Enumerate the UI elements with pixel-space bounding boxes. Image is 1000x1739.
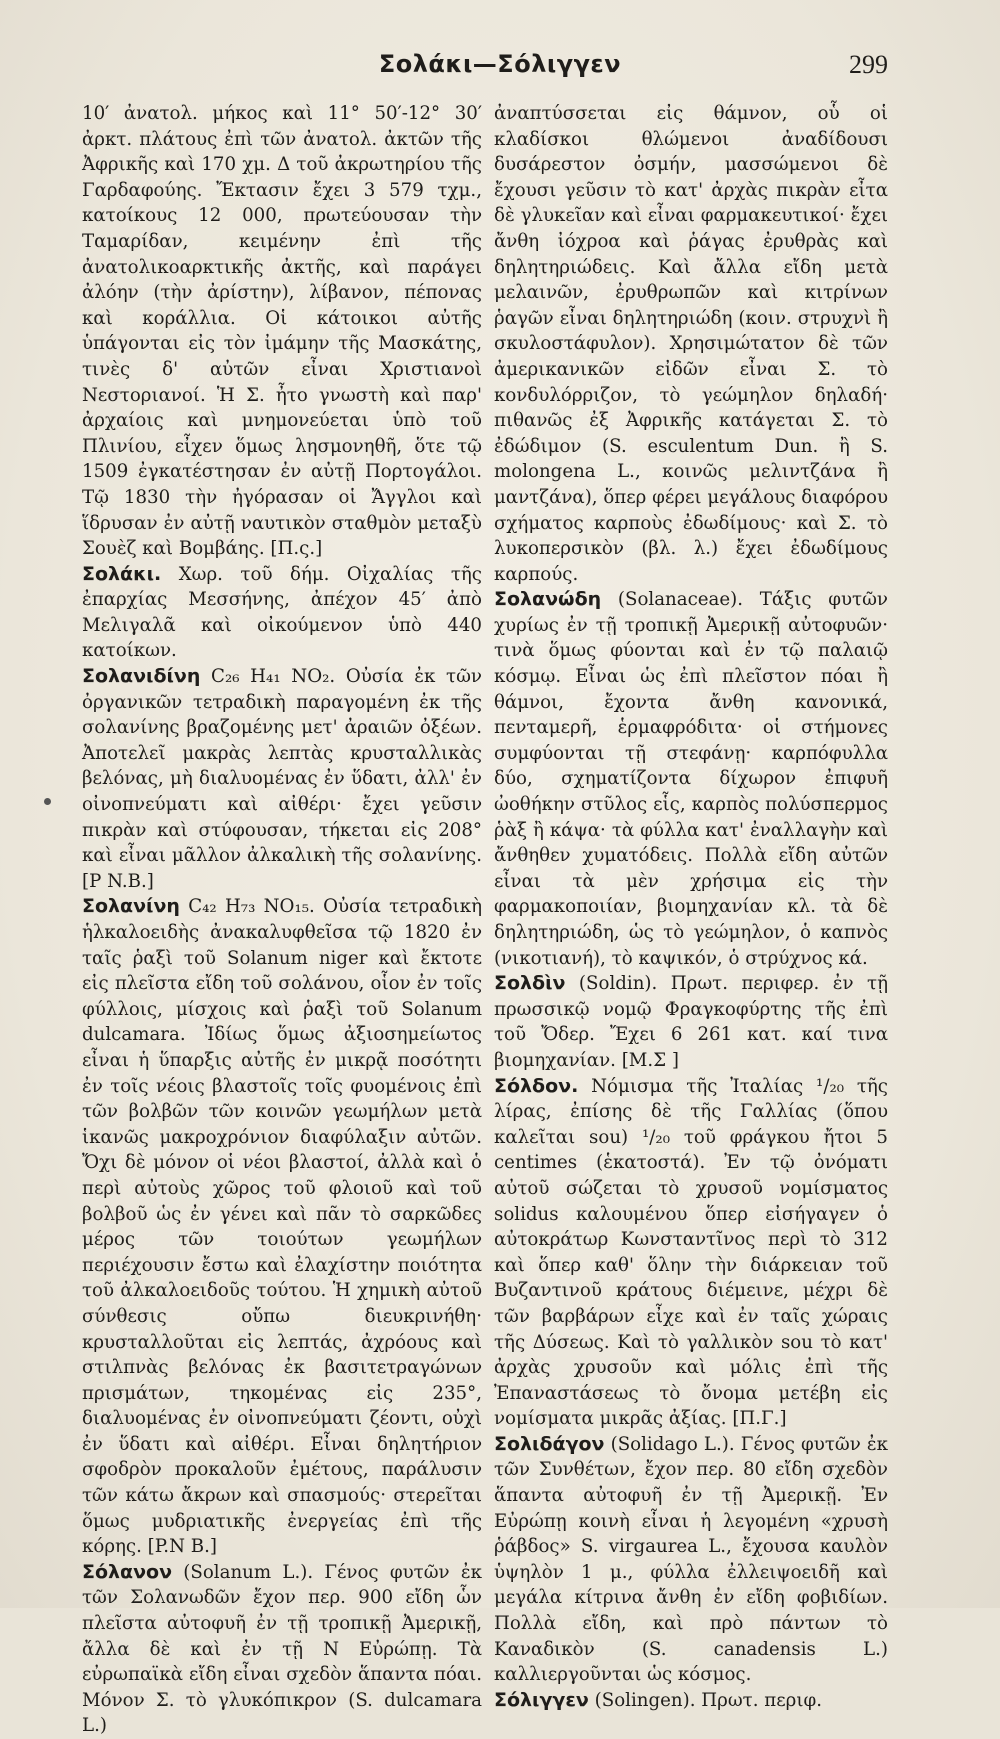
entry-headword: Σόλιγγεν xyxy=(494,1688,589,1711)
entry-text: C₂₆ H₄₁ NO₂. Οὐσία ἐκ τῶν ὀργανικῶν τετραδικὴ παραγομένη ἐκ τῆς σολανίνης βραζομένης μετ' ἀραιῶν ὀξέων. Ἀποτελεῖ μακρὰς λεπτὰς κρυσταλλικὰς βελόνας, μὴ διαλυομένας ἐν ὕδατι, ἀλλ' ἐν οἰνοπνεύματι καὶ αἰθέρι· ἔχει γεῦσιν πικρὰν καὶ στύφουσαν, τήκεται εἰς 208° καὶ εἶναι μᾶλλον ἀλκαλικὴ τῆς σολανίνης. [P N.B.] xyxy=(82,666,482,892)
entry-headword: Σολάκι. xyxy=(82,562,162,585)
entry-text: (Solanaceae). Τάξις φυτῶν χυρίως ἐν τῇ τροπικῇ Ἀμερικῇ αὐτοφυῶν· τινὰ ὅμως φύονται καὶ ἐν τῷ παλαιῷ κόσμῳ. Εἶναι ὡς ἐπὶ πλεῖστον πόαι ἢ θάμνοι, ἔχοντα ἄνθη κανονικά, πενταμερῆ, ἑρμαφρόδιτα· οἱ στήμονες συμφύονται τῇ στεφάνῃ· καρπόφυλλα δύο, σχηματίζοντα δίχωρον ἐπιφυῆ ὠοθήκην στῦλος εἷς, καρπὸς πολύσπερμος ῥὰξ ἢ κάψα· τὰ φύλλα κατ' ἐναλλαγὴν καὶ ἄνθηθεν χυματόδεις. Πολλὰ εἴδη αὐτῶν εἶναι τὰ μὲν χρήσιμα εἰς τὴν φαρμακοποιίαν, βιομηχανίαν κλ. τὰ δὲ δηλητηριώδη, ὡς τὸ γεώμηλον, ὁ καπνὸς (νικοτιανή), τὸ καψικόν, ὁ στρύχνος κά. xyxy=(494,589,888,969)
entry-text: (Solanum L.). Γένος φυτῶν ἐκ τῶν Σολανωδῶν ἔχον περ. 900 εἴδη ὧν πλεῖστα αὐτοφυῆ ἐν τῇ τροπικῇ Ἀμερικῇ, ἄλλα δὲ καὶ ἐν τῇ Ν Εὐρώπῃ. Τὰ εὐρωπαϊκὰ εἴδη εἶναι σχεδὸν ἅπαντα πόαι. Μόνον Σ. τὸ γλυκόπικρον (S. dulcamara L.) xyxy=(82,1561,482,1737)
entry-headword: Σολανώδη xyxy=(494,588,602,611)
running-header-title: Σολάκι—Σόλιγγεν xyxy=(378,50,622,78)
entry-text: (Solingen). Πρωτ. περιφ. xyxy=(588,1689,823,1711)
continuation-paragraph: 10′ ἀνατολ. μήκος καὶ 11° 50′-12° 30′ ἀρκτ. πλάτους ἐπὶ τῶν ἀνατολ. ἀκτῶν τῆς Ἀφρικῆς καὶ 170 χμ. Δ τοῦ ἀκρωτηρίου τῆς Γαρδαφούης. Ἔκτασιν ἔχει 3 579 τχμ., κατοίκους 12 000, πρωτεύουσαν τὴν Ταμαρίδαν, κειμένην ἐπὶ τῆς ἀνατολικοαρκτικῆς ἀκτῆς, καὶ παράγει ἀλόην (τὴν ἀρίστην), λίβανον, πέπονας καὶ κοράλλια. Οἱ κάτοικοι αὐτῆς ὑπάγονται εἰς τὸν ἰμάμην τῆς Μασκάτης, τινὲς δ' αὐτῶν εἶναι Χριστιανοὶ Νεστοριανοί. Ἡ Σ. ἦτο γνωστὴ καὶ παρ' ἀρχαίοις καὶ μνημονεύεται ὑπὸ τοῦ Πλινίου, εἶχεν ὅμως λησμονηθῆ, ὅτε τῷ 1509 ἐγκατέστησαν ἐν αὐτῇ Πορτογάλοι. Τῷ 1830 τὴν ἠγόρασαν οἱ Ἄγγλοι καὶ ἵδρυσαν ἐν αὐτῇ ναυτικὸν σταθμὸν μεταξὺ Σουὲζ καὶ Βομβάης. [Π.ς.] xyxy=(82,103,482,560)
entry-solanidini xyxy=(82,664,482,894)
entry-solanini xyxy=(82,894,482,1559)
entry-solanon xyxy=(82,1560,482,1739)
entry-headword: Σόλανον xyxy=(82,1560,173,1583)
continuation-paragraph: ἀναπτύσσεται εἰς θάμνον, οὗ οἱ κλαδίσκοι θλώμενοι ἀναδίδουσι δυσάρεστον ὀσμήν, μασσώμενοι δὲ ἔχουσι γεῦσιν τὸ κατ' ἀρχὰς πικρὰν εἶτα δὲ γλυκεῖαν καὶ εἶναι φαρμακευτικοί· ἔχει ἄνθη ἰόχροα καὶ ῥάγας ἐρυθρὰς καὶ δηλητηριώδεις. Καὶ ἄλλα εἴδη μετὰ μελαινῶν, ἐρυθρωπῶν καὶ κιτρίνων ῥαγῶν εἶναι δηλητηριώδη (κοιν. στρυχνὶ ἢ σκυλοστάφυλον). Χρησιμώτατον δὲ τῶν ἀμερικανικῶν εἰδῶν εἶναι Σ. τὸ κονδυλόρριζον, τὸ γεώμηλον δηλαδή· πιθανῶς ἐξ Ἀφρικῆς κατάγεται Σ. τὸ ἐδώδιμον (S. esculentum Dun. ἢ S. molongena L., κοινῶς μελιντζάνα ἢ μαντζάνα), ὅπερ φέρει μεγάλους διαφόρου σχήματος καρποὺς ἐδωδίμους· καὶ Σ. τὸ λυκοπερσικὸν (βλ. λ.) ἔχει ἐδωδίμους καρπούς. xyxy=(494,103,888,585)
right-column xyxy=(494,101,888,1713)
entry-headword: Σολδὶν xyxy=(494,972,566,995)
entry-solingen xyxy=(494,1688,888,1714)
left-column xyxy=(82,101,482,1739)
entry-headword: Σολιδάγον xyxy=(494,1432,605,1455)
entry-soldin xyxy=(494,971,888,1073)
entry-text: C₄₂ H₇₃ NO₁₅. Οὐσία τετραδικὴ ἡλκαλοειδὴς ἀνακαλυφθεῖσα τῷ 1820 ἐν ταῖς ῥαξὶ τοῦ Solanum niger καὶ ἔκτοτε εἰς πλεῖστα εἴδη τοῦ σολάνου, οἷον ἐν τοῖς φύλλοις, μίσχοις καὶ ῥαξὶ τοῦ Solanum dulcamara. Ἰδίως ὅμως ἀξιοσημείωτος εἶναι ἡ ὕπαρξις αὐτῆς ἐν μικρᾷ ποσότητι ἐν τοῖς νέοις βλαστοῖς τοῖς φυομένοις ἐπὶ τῶν βολβῶν τῶν κοινῶν γεωμήλων μετὰ ἱκανῶς μακροχρόνιον διαφύλαξιν αὐτῶν. Ὄχι δὲ μόνον οἱ νέοι βλαστοί, ἀλλὰ καὶ ὁ περὶ αὐτοὺς χῶρος τοῦ φλοιοῦ καὶ τοῦ βολβοῦ ὡς ἐν γένει καὶ πᾶν τὸ σαρκῶδες μέρος τῶν τοιούτων γεωμήλων περιέχουσιν ἔστω καὶ ἐλαχίστην ποιότητα τοῦ ἀλκαλοειδοῦς τούτου. Ἡ χημικὴ αὐτοῦ σύνθεσις οὔπω διευκρινήθη· κρυσταλλοῦται εἰς λεπτάς, ἀχρόους καὶ στιλπνὰς βελόνας ἐκ βασιτετραγώνων πρισμάτων, τηκομένας εἰς 235°, διαλυομένας ἐν οἰνοπνεύματι ζέοντι, οὐχὶ ἐν ὕδατι καὶ αἰθέρι. Εἶναι δηλητήριον σφοδρὸν προκαλοῦν ἐμέτους, παράλυσιν τῶν κάτω ἄκρων καὶ σπασμούς· στερεῖται ὅμως μυδριατικῆς ἐνεργείας ἐπὶ τῆς κόρης. [P.N B.] xyxy=(82,896,482,1558)
entry-solaki xyxy=(82,562,482,664)
entry-headword: Σολανίνη xyxy=(82,895,180,918)
entry-text: (Soldin). Πρωτ. περιφερ. ἐν τῇ πρωσσικῷ νομῷ Φραγκοφύρτης τῆς ἐπὶ τοῦ Ὄδερ. Ἔχει 6 261 κατ. καί τινα βιομηχανίαν. [Μ.Σ ] xyxy=(494,973,888,1071)
entry-text: Νόμισμα τῆς Ἰταλίας ¹/₂₀ τῆς λίρας, ἐπίσης δὲ τῆς Γαλλίας (ὅπου καλεῖται sou) ¹/₂₀ τοῦ φράγκου ἤτοι 5 centimes (ἑκατοστά). Ἐν τῷ ὀνόματι αὐτοῦ σώζεται τὸ χρυσοῦ νομίσματος solidus καλουμένου ὅπερ εἰσήγαγεν ὁ αὐτοκράτωρ Κωνσταντῖνος περὶ τὸ 312 καὶ ὅπερ καθ' ὅλην τὴν διάρκειαν τοῦ Βυζαντινοῦ κράτους διέμεινε, μέχρι δὲ τῶν βαρβάρων εἶχε καὶ ἐν ταῖς χώραις τῆς Δύσεως. Καὶ τὸ γαλλικὸν sou τὸ κατ' ἀρχὰς χρυσοῦν καὶ μόλις ἐπὶ τῆς Ἐπαναστάσεως τὸ ὄνομα μετέβη εἰς νομίσματα μικρᾶς ἀξίας. [Π.Γ.] xyxy=(494,1075,888,1430)
page-number: 299 xyxy=(849,50,888,79)
entry-soldon xyxy=(494,1074,888,1432)
entry-text: (Solidago L.). Γένος φυτῶν ἐκ τῶν Συνθέτων, ἔχον περ. 80 εἴδη σχεδὸν ἅπαντα αὐτοφυῆ ἐν τῇ Ἀμερικῇ. Ἐν Εὐρώπῃ κοινὴ εἶναι ἡ λεγομένη «χρυσὴ ῥάβδος» S. virgaurea L., ἔχουσα καυλὸν ὑψηλὸν 1 μ., φύλλα ἐλλειψοειδῆ καὶ μεγάλα κίτρινα ἄνθη ἐν εἴδη φοβιδίων. Πολλὰ εἴδη, καὶ πρὸ πάντων τὸ Καναδικὸν (S. canadensis L.) καλλιεργοῦνται ὡς κόσμος. xyxy=(494,1433,888,1686)
page-header xyxy=(0,50,1000,90)
entry-headword: Σολανιδίνη xyxy=(82,665,201,688)
entry-solidagon xyxy=(494,1432,888,1688)
entry-solanodi xyxy=(494,587,888,971)
entry-headword: Σόλδον. xyxy=(494,1074,579,1097)
entry-text: Χωρ. τοῦ δήμ. Οἰχαλίας τῆς ἐπαρχίας Μεσσήνης, ἀπέχον 45′ ἀπὸ Μελιγαλᾶ καὶ οἰκούμενον ὑπὸ 440 κατοίκων. xyxy=(82,563,482,662)
margin-dot xyxy=(44,798,51,805)
